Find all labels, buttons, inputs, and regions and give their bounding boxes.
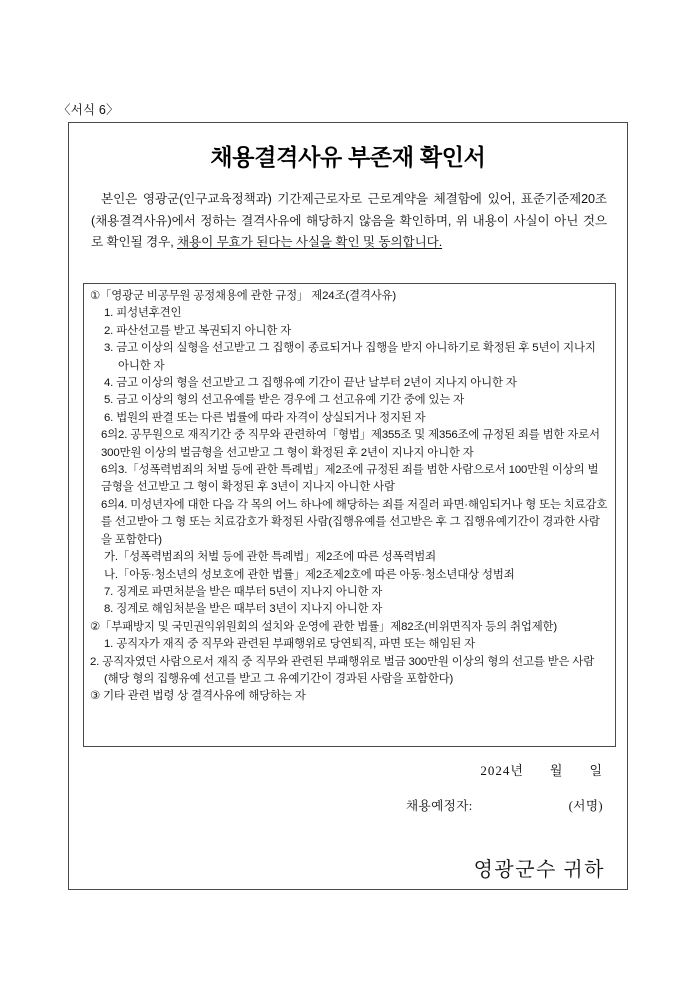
list-item: 3. 금고 이상의 실형을 선고받고 그 집행이 종료되거나 집행을 받지 아니하기로 확정된 후 5년이 지나지 아니한 자 <box>104 342 596 372</box>
list-item: 2. 공직자였던 사람으로서 재직 중 직무와 관련된 부패행위로 벌금 300만원 이상의 형의 선고를 받은 사람(해당 형의 집행유예 선고를 받고 그 유예기간이 경과된 사람을 포함한다) <box>90 655 595 685</box>
date-day: 일 <box>589 763 603 778</box>
date-month: 월 <box>549 763 564 778</box>
signer-line <box>406 795 603 814</box>
list-item: 6의3.「성폭력범죄의 처벌 등에 관한 특례법」제2조에 규정된 죄를 범한 사람으로서 100만원 이상의 벌금형을 선고받고 그 형이 확정된 후 3년이 지나지 아니한 사람 <box>101 464 599 494</box>
date-line <box>480 760 603 779</box>
disqualification-grounds-box <box>83 283 616 747</box>
list-subitem: 가.「성폭력범죄의 처벌 등에 관한 특례법」제2조에 따른 성폭력범죄 <box>104 551 436 564</box>
list-item: 5. 금고 이상의 형의 선고유예를 받은 경우에 그 선고유예 기간 중에 있는 자 <box>104 394 465 407</box>
document-frame <box>68 122 628 890</box>
intro-text-part1: 본인은 영광군(인구교육정책과) 기간제근로자로 근로계약을 체결함에 있어, 표준기준제20조(채용결격사유)에서 정하는 결격사유에 해당하지 않음을 확인하며, 위 내용이 사실이 아닌 것으로 확인될 경우, <box>91 192 607 249</box>
list-item: 6의4. 미성년자에 대한 다음 각 목의 어느 하나에 해당하는 죄를 저질러 파면·해임되거나 형 또는 치료감호를 선고받아 그 형 또는 치료감호가 확정된 사람(집행유예를 선고받은 후 그 집행유예기간이 경과한 사람을 포함한다) <box>101 498 608 546</box>
list-subitem: 나.「아동·청소년의 성보호에 관한 법률」제2조제2호에 따른 아동·청소년대상 성범죄 <box>104 568 515 581</box>
signature-mark: (서명) <box>568 799 603 813</box>
intro-paragraph <box>91 189 607 254</box>
signer-label: 채용예정자: <box>405 799 473 813</box>
list-item: 6. 법원의 판결 또는 다른 법률에 따라 자격이 상실되거나 정지된 자 <box>104 411 426 424</box>
page-title: 채용결격사유 부존재 확인서 <box>210 144 486 170</box>
list-item: 1. 공직자가 재직 중 직무와 관련된 부패행위로 당연퇴직, 파면 또는 해임된 자 <box>104 638 475 651</box>
list-item: 8. 징계로 해임처분을 받은 때부터 3년이 지나지 아니한 자 <box>104 603 383 616</box>
recipient-line: 영광군수 귀하 <box>473 859 605 881</box>
list-item: 6의2. 공무원으로 재직기간 중 직무와 관련하여「형법」제355조 및 제356조에 규정된 죄를 범한 자로서 300만원 이상의 벌금형을 선고받고 그 형이 확정된 후 2년이 지나지 아니한 자 <box>101 429 600 459</box>
list-item: 4. 금고 이상의 형을 선고받고 그 집행유예 기간이 끝난 날부터 2년이 지나지 아니한 자 <box>104 377 517 390</box>
section-3-heading: ③ 기타 관련 법령 상 결격사유에 해당하는 자 <box>90 690 306 703</box>
intro-text-underlined: 채용이 무효가 된다는 사실을 확인 및 동의합니다. <box>177 235 443 249</box>
date-year: 2024년 <box>480 763 524 778</box>
list-item: 2. 파산선고를 받고 복권되지 아니한 자 <box>104 324 292 337</box>
list-item: 7. 징계로 파면처분을 받은 때부터 5년이 지나지 아니한 자 <box>104 585 383 598</box>
list-item: 1. 피성년후견인 <box>104 307 182 320</box>
section-2-heading: ②「부패방지 및 국민권익위원회의 설치와 운영에 관한 법률」제82조(비위면직자 등의 취업제한) <box>90 620 558 633</box>
section-1-heading: ①「영광군 비공무원 공정채용에 관한 규정」 제24조(결격사유) <box>90 290 397 302</box>
form-number-tag: 〈서식 6〉 <box>58 103 119 117</box>
